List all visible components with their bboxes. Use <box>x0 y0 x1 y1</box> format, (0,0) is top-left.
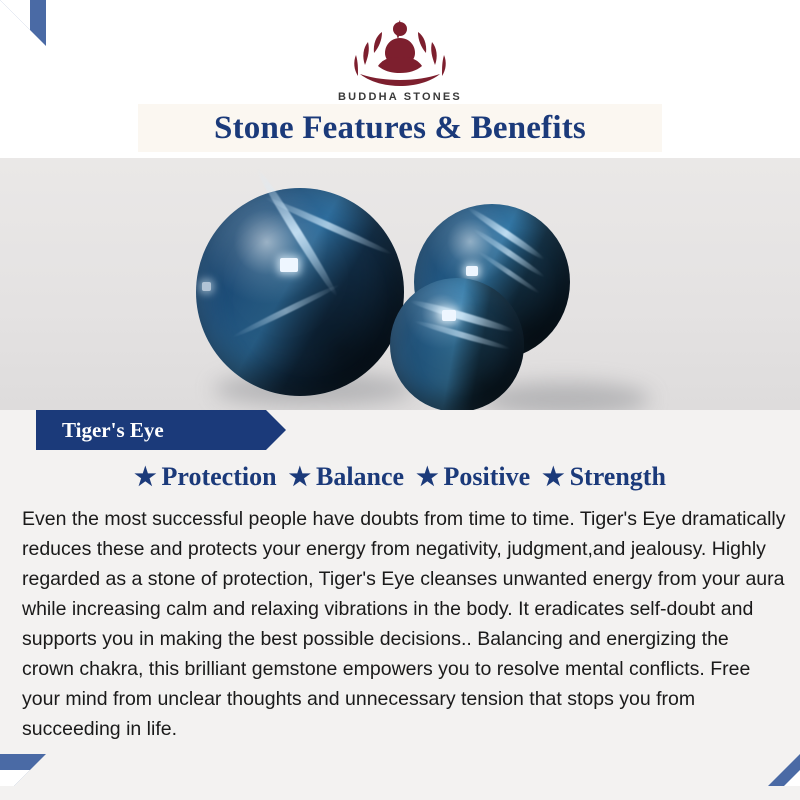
hero-image <box>0 158 800 410</box>
star-icon: ★ <box>542 463 565 491</box>
benefits-row <box>0 462 800 492</box>
page-title: Stone Features & Benefits <box>214 109 586 146</box>
title-banner <box>138 104 662 152</box>
benefit-label: Balance <box>315 462 405 491</box>
benefit-item-positive <box>412 462 534 492</box>
brand-logo <box>0 12 800 103</box>
stone-name: Tiger's Eye <box>62 417 164 442</box>
description-text: Even the most successful people have doubts from time to time. Tiger's Eye dramatically reduces these and protects your energy from negativity, judgment,and jealousy. Highly regarded as a stone of protection, Tiger's Eye cleanses unwanted energy from your aura while increasing calm and relaxing vibrations in the body. It eradicates self-doubt and supports you in making the best possible decisions.. Balancing and energizing the crown chakra, this brilliant gemstone empowers you to resolve mental conflicts. Free your mind from unclear thoughts and unnecessary tension that stops you from succeeding in life. <box>22 508 786 740</box>
star-icon: ★ <box>288 463 311 491</box>
benefit-item-balance <box>285 462 409 492</box>
lotus-meditation-icon <box>330 12 470 90</box>
benefit-label: Protection <box>161 462 277 491</box>
benefit-item-protection <box>130 462 280 492</box>
sphere-small <box>390 278 524 410</box>
benefit-label: Strength <box>569 462 666 491</box>
star-icon: ★ <box>416 463 439 491</box>
sphere-large <box>196 188 404 396</box>
brand-name: BUDDHA STONES <box>338 91 462 103</box>
star-icon: ★ <box>134 463 157 491</box>
benefit-item-strength <box>538 462 670 492</box>
bottom-strip <box>0 786 800 800</box>
benefit-label: Positive <box>443 462 531 491</box>
stone-name-ribbon <box>36 410 266 450</box>
